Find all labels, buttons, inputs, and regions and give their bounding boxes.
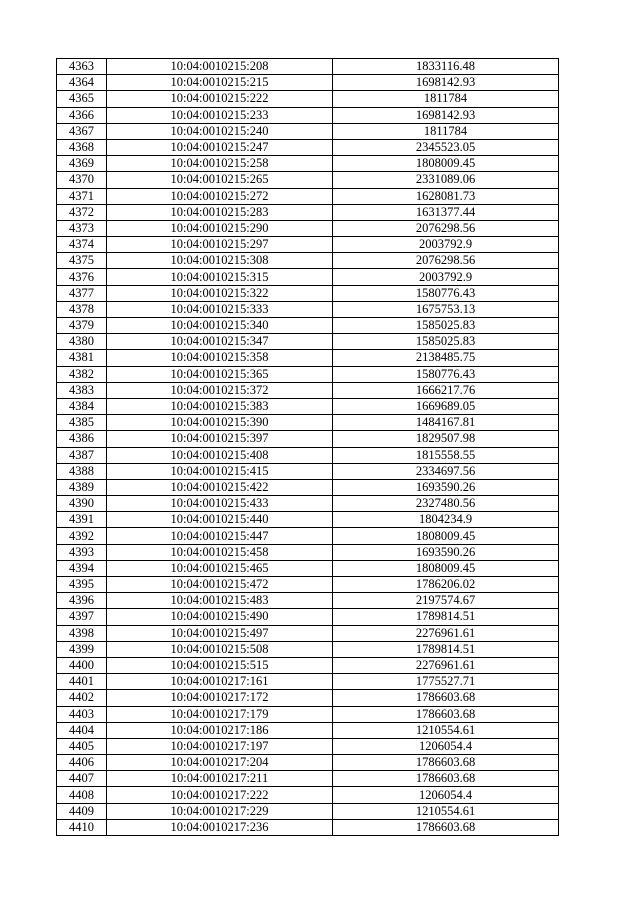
row-number-cell: 4363 <box>57 59 107 75</box>
cadastral-number-cell: 10:04:0010217:197 <box>107 738 333 754</box>
cadastral-number-cell: 10:04:0010215:322 <box>107 285 333 301</box>
cadastral-number-cell: 10:04:0010215:483 <box>107 593 333 609</box>
value-cell: 1829507.98 <box>333 431 559 447</box>
row-number-cell: 4402 <box>57 690 107 706</box>
value-cell: 1675753.13 <box>333 301 559 317</box>
table-row <box>57 577 559 593</box>
value-cell: 1631377.44 <box>333 204 559 220</box>
table-row <box>57 463 559 479</box>
row-number-cell: 4393 <box>57 544 107 560</box>
table-row <box>57 447 559 463</box>
cadastral-number-cell: 10:04:0010215:215 <box>107 75 333 91</box>
cadastral-number-cell: 10:04:0010215:508 <box>107 641 333 657</box>
table-row <box>57 301 559 317</box>
cadastral-number-cell: 10:04:0010215:433 <box>107 496 333 512</box>
table-row <box>57 350 559 366</box>
value-cell: 1693590.26 <box>333 479 559 495</box>
row-number-cell: 4401 <box>57 674 107 690</box>
cadastral-number-cell: 10:04:0010215:233 <box>107 107 333 123</box>
table-row <box>57 528 559 544</box>
row-number-cell: 4396 <box>57 593 107 609</box>
row-number-cell: 4388 <box>57 463 107 479</box>
value-cell: 1206054.4 <box>333 738 559 754</box>
cadastral-number-cell: 10:04:0010215:283 <box>107 204 333 220</box>
cadastral-number-cell: 10:04:0010215:472 <box>107 577 333 593</box>
value-cell: 2345523.05 <box>333 139 559 155</box>
row-number-cell: 4390 <box>57 496 107 512</box>
cadastral-number-cell: 10:04:0010215:497 <box>107 625 333 641</box>
row-number-cell: 4370 <box>57 172 107 188</box>
table-row <box>57 59 559 75</box>
row-number-cell: 4409 <box>57 803 107 819</box>
value-cell: 1666217.76 <box>333 382 559 398</box>
row-number-cell: 4394 <box>57 560 107 576</box>
table-row <box>57 188 559 204</box>
table-row <box>57 156 559 172</box>
value-cell: 1628081.73 <box>333 188 559 204</box>
value-cell: 2276961.61 <box>333 625 559 641</box>
table-row <box>57 609 559 625</box>
table-row <box>57 382 559 398</box>
cadastral-number-cell: 10:04:0010215:222 <box>107 91 333 107</box>
cadastral-number-cell: 10:04:0010215:315 <box>107 269 333 285</box>
value-cell: 2331089.06 <box>333 172 559 188</box>
cadastral-number-cell: 10:04:0010217:172 <box>107 690 333 706</box>
row-number-cell: 4404 <box>57 722 107 738</box>
cadastral-number-cell: 10:04:0010217:236 <box>107 819 333 835</box>
table-row <box>57 75 559 91</box>
cadastral-number-cell: 10:04:0010215:365 <box>107 366 333 382</box>
row-number-cell: 4397 <box>57 609 107 625</box>
data-table <box>56 58 559 836</box>
row-number-cell: 4372 <box>57 204 107 220</box>
row-number-cell: 4379 <box>57 318 107 334</box>
table-row <box>57 123 559 139</box>
row-number-cell: 4399 <box>57 641 107 657</box>
value-cell: 1786206.02 <box>333 577 559 593</box>
table-row <box>57 496 559 512</box>
cadastral-number-cell: 10:04:0010217:211 <box>107 771 333 787</box>
cadastral-number-cell: 10:04:0010217:161 <box>107 674 333 690</box>
table-row <box>57 657 559 673</box>
value-cell: 2003792.9 <box>333 269 559 285</box>
table-row <box>57 641 559 657</box>
value-cell: 1804234.9 <box>333 512 559 528</box>
value-cell: 1206054.4 <box>333 787 559 803</box>
value-cell: 1484167.81 <box>333 415 559 431</box>
cadastral-number-cell: 10:04:0010215:422 <box>107 479 333 495</box>
value-cell: 2197574.67 <box>333 593 559 609</box>
cadastral-number-cell: 10:04:0010217:229 <box>107 803 333 819</box>
value-cell: 1786603.68 <box>333 819 559 835</box>
table-row <box>57 755 559 771</box>
cadastral-number-cell: 10:04:0010215:397 <box>107 431 333 447</box>
value-cell: 1693590.26 <box>333 544 559 560</box>
cadastral-number-cell: 10:04:0010215:440 <box>107 512 333 528</box>
value-cell: 2138485.75 <box>333 350 559 366</box>
cadastral-number-cell: 10:04:0010215:265 <box>107 172 333 188</box>
value-cell: 1786603.68 <box>333 690 559 706</box>
value-cell: 1580776.43 <box>333 366 559 382</box>
cadastral-number-cell: 10:04:0010215:465 <box>107 560 333 576</box>
row-number-cell: 4378 <box>57 301 107 317</box>
table-row <box>57 479 559 495</box>
table-row <box>57 269 559 285</box>
cadastral-number-cell: 10:04:0010215:258 <box>107 156 333 172</box>
table-row <box>57 819 559 835</box>
table-row <box>57 253 559 269</box>
row-number-cell: 4376 <box>57 269 107 285</box>
table-row <box>57 220 559 236</box>
value-cell: 2334697.56 <box>333 463 559 479</box>
value-cell: 1789814.51 <box>333 609 559 625</box>
value-cell: 1808009.45 <box>333 560 559 576</box>
row-number-cell: 4406 <box>57 755 107 771</box>
row-number-cell: 4392 <box>57 528 107 544</box>
cadastral-number-cell: 10:04:0010217:204 <box>107 755 333 771</box>
cadastral-number-cell: 10:04:0010215:372 <box>107 382 333 398</box>
row-number-cell: 4382 <box>57 366 107 382</box>
table-row <box>57 431 559 447</box>
value-cell: 1833116.48 <box>333 59 559 75</box>
table-row <box>57 318 559 334</box>
row-number-cell: 4368 <box>57 139 107 155</box>
table-row <box>57 625 559 641</box>
row-number-cell: 4410 <box>57 819 107 835</box>
row-number-cell: 4407 <box>57 771 107 787</box>
row-number-cell: 4383 <box>57 382 107 398</box>
cadastral-number-cell: 10:04:0010217:222 <box>107 787 333 803</box>
value-cell: 1815558.55 <box>333 447 559 463</box>
value-cell: 2076298.56 <box>333 220 559 236</box>
value-cell: 1210554.61 <box>333 722 559 738</box>
cadastral-number-cell: 10:04:0010215:458 <box>107 544 333 560</box>
row-number-cell: 4384 <box>57 398 107 414</box>
row-number-cell: 4364 <box>57 75 107 91</box>
table-row <box>57 172 559 188</box>
table-row <box>57 593 559 609</box>
table-row <box>57 285 559 301</box>
row-number-cell: 4400 <box>57 657 107 673</box>
table-row <box>57 334 559 350</box>
value-cell: 1775527.71 <box>333 674 559 690</box>
row-number-cell: 4408 <box>57 787 107 803</box>
table-row <box>57 512 559 528</box>
row-number-cell: 4374 <box>57 237 107 253</box>
row-number-cell: 4381 <box>57 350 107 366</box>
row-number-cell: 4375 <box>57 253 107 269</box>
cadastral-number-cell: 10:04:0010215:358 <box>107 350 333 366</box>
cadastral-number-cell: 10:04:0010215:447 <box>107 528 333 544</box>
table-row <box>57 787 559 803</box>
table-row <box>57 544 559 560</box>
row-number-cell: 4405 <box>57 738 107 754</box>
value-cell: 1585025.83 <box>333 334 559 350</box>
table-row <box>57 706 559 722</box>
row-number-cell: 4366 <box>57 107 107 123</box>
row-number-cell: 4369 <box>57 156 107 172</box>
value-cell: 1811784 <box>333 91 559 107</box>
value-cell: 1580776.43 <box>333 285 559 301</box>
row-number-cell: 4389 <box>57 479 107 495</box>
cadastral-number-cell: 10:04:0010217:186 <box>107 722 333 738</box>
row-number-cell: 4391 <box>57 512 107 528</box>
row-number-cell: 4387 <box>57 447 107 463</box>
cadastral-number-cell: 10:04:0010215:333 <box>107 301 333 317</box>
cadastral-number-cell: 10:04:0010215:390 <box>107 415 333 431</box>
value-cell: 1811784 <box>333 123 559 139</box>
cadastral-number-cell: 10:04:0010215:308 <box>107 253 333 269</box>
table-row <box>57 204 559 220</box>
value-cell: 1786603.68 <box>333 706 559 722</box>
value-cell: 2276961.61 <box>333 657 559 673</box>
table-row <box>57 139 559 155</box>
value-cell: 2076298.56 <box>333 253 559 269</box>
table-row <box>57 237 559 253</box>
table-row <box>57 366 559 382</box>
value-cell: 2003792.9 <box>333 237 559 253</box>
row-number-cell: 4385 <box>57 415 107 431</box>
table-row <box>57 771 559 787</box>
cadastral-number-cell: 10:04:0010215:272 <box>107 188 333 204</box>
value-cell: 1808009.45 <box>333 156 559 172</box>
row-number-cell: 4386 <box>57 431 107 447</box>
table-row <box>57 91 559 107</box>
cadastral-number-cell: 10:04:0010215:297 <box>107 237 333 253</box>
value-cell: 1210554.61 <box>333 803 559 819</box>
table-row <box>57 674 559 690</box>
cadastral-number-cell: 10:04:0010215:347 <box>107 334 333 350</box>
row-number-cell: 4398 <box>57 625 107 641</box>
table-row <box>57 722 559 738</box>
cadastral-number-cell: 10:04:0010215:490 <box>107 609 333 625</box>
cadastral-number-cell: 10:04:0010215:415 <box>107 463 333 479</box>
cadastral-number-cell: 10:04:0010215:208 <box>107 59 333 75</box>
row-number-cell: 4380 <box>57 334 107 350</box>
table-row <box>57 415 559 431</box>
value-cell: 1698142.93 <box>333 107 559 123</box>
cadastral-number-cell: 10:04:0010215:290 <box>107 220 333 236</box>
row-number-cell: 4373 <box>57 220 107 236</box>
cadastral-number-cell: 10:04:0010215:240 <box>107 123 333 139</box>
row-number-cell: 4365 <box>57 91 107 107</box>
row-number-cell: 4377 <box>57 285 107 301</box>
value-cell: 1698142.93 <box>333 75 559 91</box>
value-cell: 1786603.68 <box>333 755 559 771</box>
cadastral-number-cell: 10:04:0010217:179 <box>107 706 333 722</box>
value-cell: 1669689.05 <box>333 398 559 414</box>
table-row <box>57 803 559 819</box>
row-number-cell: 4403 <box>57 706 107 722</box>
cadastral-number-cell: 10:04:0010215:383 <box>107 398 333 414</box>
value-cell: 1789814.51 <box>333 641 559 657</box>
cadastral-number-cell: 10:04:0010215:515 <box>107 657 333 673</box>
cadastral-number-cell: 10:04:0010215:408 <box>107 447 333 463</box>
table-row <box>57 560 559 576</box>
table-row <box>57 738 559 754</box>
cadastral-number-cell: 10:04:0010215:340 <box>107 318 333 334</box>
table-row <box>57 107 559 123</box>
row-number-cell: 4371 <box>57 188 107 204</box>
value-cell: 2327480.56 <box>333 496 559 512</box>
table-row <box>57 398 559 414</box>
table-body <box>57 59 559 836</box>
row-number-cell: 4395 <box>57 577 107 593</box>
value-cell: 1585025.83 <box>333 318 559 334</box>
cadastral-number-cell: 10:04:0010215:247 <box>107 139 333 155</box>
value-cell: 1786603.68 <box>333 771 559 787</box>
value-cell: 1808009.45 <box>333 528 559 544</box>
row-number-cell: 4367 <box>57 123 107 139</box>
table-row <box>57 690 559 706</box>
